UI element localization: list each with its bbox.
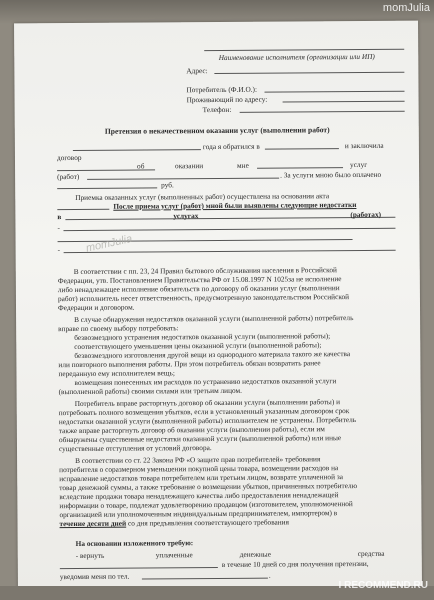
- p2-line1: В случае обнаружения недостатков оказанной услуги (выполненной работы) потребитель: [74, 313, 354, 325]
- consumer-label: Потребитель (Ф.И.О.):: [186, 84, 258, 95]
- work-line: [87, 178, 279, 180]
- intro-l2e: услуг: [349, 159, 368, 170]
- notify-phone-line: [142, 578, 268, 580]
- intro-l7c: (работах): [350, 209, 382, 220]
- p1-line1: В соответствии с пп. 23, 24 Правил бытового обслуживания населения в Российской: [73, 265, 337, 277]
- executor-caption: Наименование исполнителя (организации или ИП): [218, 51, 375, 62]
- dash-1: -: [57, 223, 60, 233]
- address-line: [214, 72, 404, 74]
- demand-heading: На основании изложенного требую:: [75, 538, 194, 548]
- intro-l6b: После приема услуг (работ) мной были выявлены следующие недостатки: [113, 200, 357, 211]
- demand-r1a: - вернуть: [75, 550, 105, 560]
- intro-l3b: . За услуги мною было оплачено: [280, 169, 382, 180]
- intro-l1b: года я обратился в: [202, 141, 260, 152]
- service-line: [257, 167, 343, 169]
- p3-line6: существенные отступления от условий договора.: [58, 443, 212, 454]
- dash-2: -: [57, 245, 61, 255]
- p4-line8-rest: со дня предъявления соответствующего требования: [126, 517, 289, 528]
- p3-line3: недостатки оказанной услуги (выполненной работы) исполнителем не устранены. Потребитель: [58, 415, 357, 427]
- intro-l2d: мне: [236, 160, 249, 170]
- date-line: [73, 149, 201, 151]
- defects-line: [65, 217, 395, 220]
- intro-l7a: в: [57, 212, 62, 222]
- p4-line5: вследствие продажи товара ненадлежащего качества либо предоставления ненадлежащей: [59, 490, 339, 502]
- p4-line8: [59, 518, 288, 529]
- p4-line4: товар денежной суммы, а также требование о возмещении убытков, причиненных потребителю: [59, 481, 358, 493]
- intro-l3a: (работ): [57, 171, 80, 182]
- intro-l7b: услугах: [173, 211, 199, 221]
- p4-line6: информации о товаре, подлежат удовлетворению продавцом (изготовителем, уполномоченной: [59, 499, 353, 511]
- p4-line7: организацией или уполномоченным индивидуальным предпринимателем, импортером) в: [59, 508, 338, 520]
- defect-line-1: [63, 228, 395, 231]
- p3-line1: Потребитель вправе расторгнуть договор об оказании услуги (выполнении работы) и: [74, 397, 341, 409]
- p2-line4: соответствующего уменьшения цены оказанной услуги (выполненной работы);: [74, 340, 322, 352]
- p1-line4: работ) исполнитель несет ответственность, предусмотренную законодательством Российской: [57, 292, 350, 304]
- demand-r1b: уплаченные: [155, 550, 193, 560]
- phone-line: [240, 111, 405, 113]
- refund-line: [60, 567, 218, 569]
- address-label: Адрес:: [186, 66, 208, 76]
- intro-l2b: об: [136, 161, 145, 171]
- intro-l5a: Приемка оказанных услуг (выполненных работ) осуществлена на основании акта: [75, 191, 330, 202]
- document-title: Претензия о некачественном оказании услуг (выполнении работ): [104, 125, 330, 136]
- p4-line1: В соответствии со ст. 22 Закона РФ «О защите прав потребителей» требования: [75, 454, 321, 466]
- p4-line3: исправление недостатков товара потребителем или третьим лицом, возврате уплаченной за: [59, 472, 343, 484]
- p3-line5: обнаружены существенные недостатки оказанной услуги (выполненной работы) или иные: [58, 433, 342, 445]
- executor-line: [204, 49, 404, 51]
- document-sheet: [14, 21, 422, 590]
- p2-line3: безвозмездного устранения недостатков оказанной услуги (выполненной работы);: [74, 331, 331, 343]
- intro-l1c: и заключила: [344, 140, 384, 151]
- intro-l2c: оказании: [174, 161, 204, 171]
- recommend-watermark: I RECOMMEND.RU: [338, 580, 428, 591]
- p2-line7: переданную ему исполнителем вещь;: [58, 368, 175, 379]
- p2-line5: безвозмездного изготовления другой вещи из однородного материала такого же качества: [74, 349, 351, 361]
- intro-l4: руб.: [161, 180, 174, 190]
- p1-line5: Федерации и договором.: [57, 302, 135, 313]
- defect-line-3: [64, 250, 396, 253]
- document-watermark: momJulia: [84, 232, 134, 255]
- phone-label: Телефон:: [202, 104, 232, 115]
- demand-r3b: .: [268, 570, 271, 580]
- ten-days-emphasis: течение десяти дней: [59, 518, 127, 529]
- demand-r3a: уведомив меня по тел.: [59, 571, 130, 582]
- p3-line2: потребовать полного возмещения убытков, если в установленный указанным договором срок: [58, 406, 350, 418]
- demand-r2: в течение 10 дней со дня получения претензии,: [221, 558, 369, 569]
- p2-line2: вправе по своему выбору потребовать:: [58, 323, 179, 334]
- demand-r1c: денежные: [239, 549, 271, 559]
- site-watermark: momJulia: [382, 2, 430, 14]
- p4-line2: потребителя о соразмерном уменьшении покупной цены товара, возмещении расходов на: [59, 463, 339, 475]
- sum-line: [57, 187, 157, 189]
- act-line: [57, 209, 109, 210]
- residence-line: [283, 101, 405, 103]
- org-line: [265, 148, 339, 150]
- p1-line2: Федерации, утв. Постановлением Правительства РФ от 15.08.1997 N 1025за не исполнение: [57, 274, 342, 286]
- consumer-line: [265, 91, 405, 93]
- p1-line3: либо ненадлежащее исполнение обязательств по договору об оказании услуг (выполнении: [57, 283, 340, 295]
- demand-r1d: средства: [357, 548, 385, 559]
- intro-l2a: договор: [56, 152, 82, 163]
- p2-line8: возмещения понесенных им расходов по устранению недостатков оказанной услуги: [74, 376, 337, 388]
- residence-label: Проживающий по адресу:: [186, 94, 268, 105]
- p2-line6: или повторного выполнения работы. При этом потребитель обязан возвратить ранее: [58, 358, 321, 370]
- p2-line9: (выполненной работы) своими силами или третьим лицом.: [58, 385, 242, 397]
- p3-line4: также вправе расторгнуть договор об оказании услуги (выполнении работы), если им: [58, 424, 325, 436]
